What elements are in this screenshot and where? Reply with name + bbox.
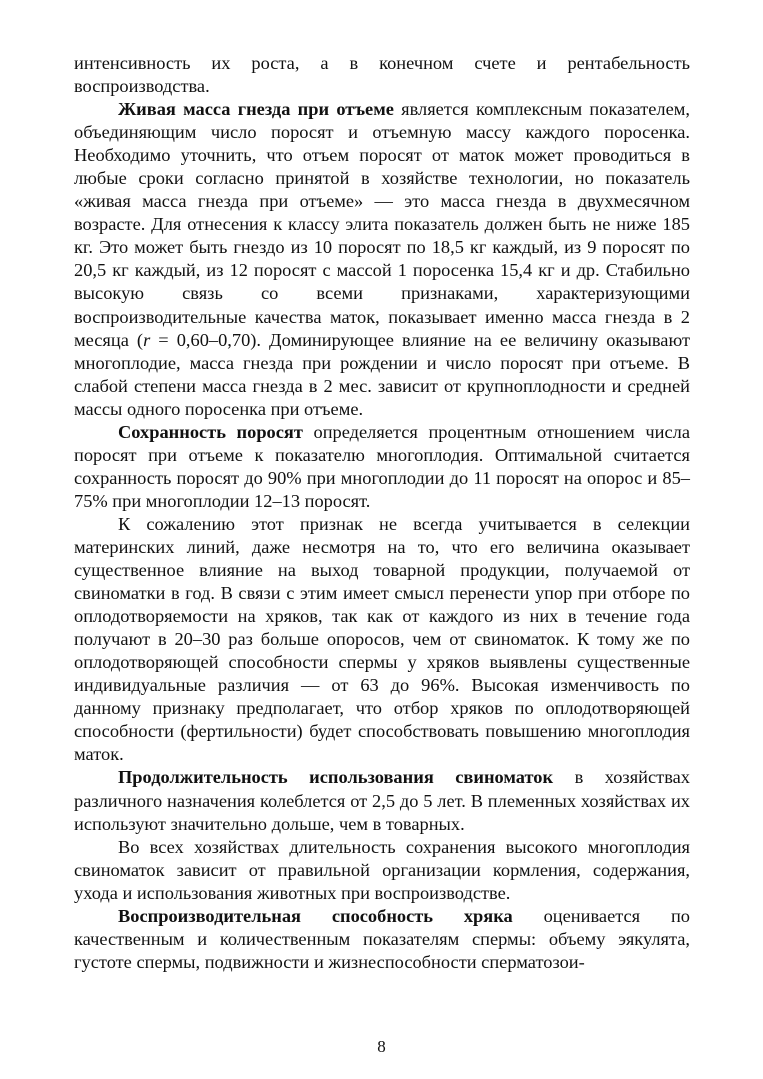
paragraph-text: определяется процентным отношением числа поросят при отъеме к показателю многоплодия. Оптимальной считается сохранность поросят до 90% при многоплодии до 11 поросят на опорос и 85–75% при многоплодии 12–13 поросят. (74, 421, 691, 511)
term-live-weight: Живая масса гнезда при отъеме (118, 99, 394, 120)
term-survival: Сохранность поросят (118, 421, 303, 442)
paragraph-text: в хозяйствах различного назначения колеблется от 2,5 до 5 лет. В племенных хозяйствах их используют значительно дольше, чем в товарных. (74, 767, 690, 834)
paragraph-live-weight (74, 98, 690, 421)
paragraph-text: К сожалению этот признак не всегда учитывается в селекции материнских линий, даже несмотря на то, что его величина оказывает существенное влияние на выход товарной продукции, получаемой от свиноматки в год. В связи с этим имеет смысл перенести упор при отборе по оплодотворяемости на хряков, так как от каждого из них в течение года получают в 20–30 раз больше опоросов, чем от свиноматок. К тому же по оплодотворяющей способности спермы у хряков выявлены существенные индивидуальные различия — от 63 до 96%. Высокая изменчивость по данному признаку предполагает, что отбор хряков по оплодотворяющей способности (фертильности) будет способствовать повышению многоплодия маток. (74, 513, 690, 765)
correlation-symbol: r (143, 329, 151, 350)
paragraph-text: Во всех хозяйствах длительность сохранения высокого многоплодия свиноматок зависит от правильной организации кормления, содержания, ухода и использования животных при воспроизводстве. (74, 836, 690, 903)
paragraph-survival (74, 421, 690, 513)
page-body (74, 52, 690, 974)
paragraph-continuation (74, 52, 690, 98)
paragraph-text: = 0,60–0,70). Доминирующее влияние на ее величину оказывают многоплодие, масса гнезда при рождении и число поросят при отъеме. В слабой степени масса гнезда в 2 мес. зависит от крупноплодности и средней массы одного поросенка при отъеме. (74, 329, 690, 419)
term-boar: Воспроизводительная способность хряка (118, 905, 513, 926)
paragraph-boar (74, 905, 690, 974)
paragraph-duration (74, 766, 690, 835)
paragraph-farms (74, 836, 690, 905)
paragraph-text: интенсивность их роста, а в конечном счете и рентабельность воспроизводства. (74, 53, 690, 97)
paragraph-text: оценивается по качественным и количественным показателям спермы: объему эякулята, густоте спермы, подвижности и жизнеспособности сперматозои- (74, 905, 690, 972)
term-duration: Продолжительность использования свиноматок (118, 767, 554, 788)
paragraph-text: является комплексным показателем, объединяющим число поросят и отъемную массу каждого поросенка. Необходимо уточнить, что отъем поросят от маток может проводиться в любые сроки согласно принятой в хозяйстве технологии, но показатель «живая масса гнезда при отъеме» — это масса гнезда в двухмесячном возрасте. Для отнесения к классу элита показатель должен быть не ниже 185 кг. Это может быть гнездо из 10 поросят по 18,5 кг каждый, из 9 поросят по 20,5 кг каждый, из 12 поросят с массой 1 поросенка 15,4 кг и др. Стабильно высокую связь со всеми признаками, характеризующими воспроизводительные качества маток, показывает именно масса гнезда в 2 месяца ( (74, 99, 690, 350)
page-number: 8 (377, 1037, 386, 1056)
paragraph-selection (74, 513, 690, 767)
